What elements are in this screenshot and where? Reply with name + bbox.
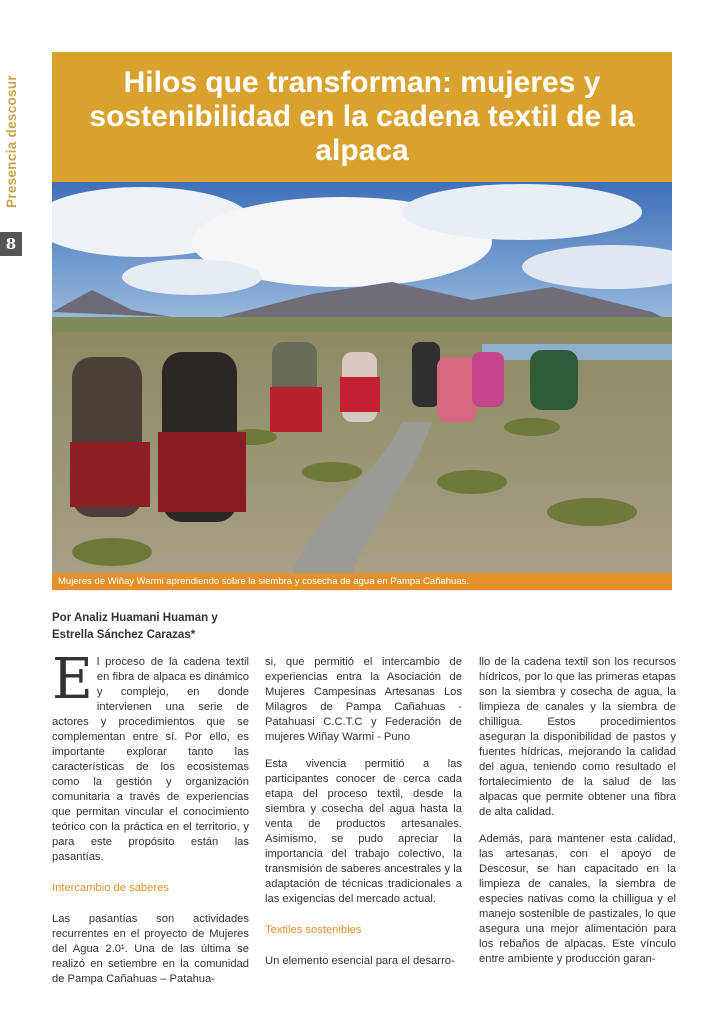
paragraph: Además, para mantener esta calidad, las artesanas, con el apoyo de Descosur, se han capacitado en la limpieza de canales, la siembra de especies nativas como la chilligua y el manejo sostenible de pastizales, lo que asegura una mejor alimentación para los rebaños de alpacas. Este vínculo entre ambiente y producción garan- xyxy=(479,833,676,965)
paragraph: Esta vivencia permitió a las participantes conocer de cerca cada etapa del proceso textil, desde la siembra y cosecha del agua hasta la venta de productos artesanales. Asimismo, se pudo apreciar la importancia del trabajo colectivo, la transmisión de saberes ancestrales y la adaptación de técnicas tradicionales a las exigencias del mercado actual. xyxy=(265,758,462,905)
byline-author-1: Por Analiz Huamani Huaman y xyxy=(52,612,218,624)
text-column-1 xyxy=(52,647,249,999)
drop-cap: E xyxy=(52,647,93,712)
paragraph-text: l proceso de la cadena textil en fibra de alpaca es dinámico y complejo, en donde intervienen una serie de actores y procedimientos que se complementan entre sí. Por ello, es importante explorar tanto las características de los ecosistemas como la gestión y organización comunitaria a través de experiencias que permitan vincular el conocimiento teórico con la práctica en el territorio, y para este propósito están las pasantías. xyxy=(52,656,249,863)
byline-author-2: Estrella Sánchez Carazas* xyxy=(52,629,196,641)
paragraph: llo de la cadena textil son los recursos hídricos, por lo que las primeras etapas son la siembra y cosecha de agua, la limpieza de canales y la siembra de chilligua. Estos procedimientos aseguran la disponibilidad de pastos y fuentes hídricas, mejorando la calidad del agua, teniendo como resultado el fortalecimiento de la salud de las alpacas que permite obtener una fibra de alta calidad. xyxy=(479,656,676,818)
page-number: 8 xyxy=(0,232,22,256)
landscape-photo xyxy=(52,182,672,573)
subheading: Textiles sostenibles xyxy=(265,924,362,936)
subheading: Intercambio de saberes xyxy=(52,882,169,894)
photo-caption: Mujeres de Wiñay Warmi aprendiendo sobre la siembra y cosecha de agua en Pampa Cañahuas. xyxy=(52,573,672,590)
article-title: Hilos que transforman: mujeres y sostenibilidad en la cadena textil de la alpaca xyxy=(89,66,635,167)
paragraph: Las pasantías son actividades recurrentes en el proyecto de Mujeres del Agua 2.0¹. Una de las última se realizó en setiembre en la comunidad de Pampa Cañahuas – Patahua- xyxy=(52,913,249,985)
paragraph xyxy=(52,647,249,865)
section-tab xyxy=(0,56,22,226)
text-column-3 xyxy=(479,655,676,979)
article-photo xyxy=(52,182,672,573)
title-banner xyxy=(52,52,672,182)
paragraph: si, que permitió el intercambio de experiencias entra la Asociación de Mujeres Campesinas Artesanas Los Milagros de Pampa Cañahuas - Patahuasi C.C.T.C y Federación de mujeres Wiñay Warmi - Puno xyxy=(265,656,462,743)
text-column-2 xyxy=(265,655,462,981)
section-label: Presencia descosur xyxy=(3,74,19,208)
paragraph: Un elemento esencial para el desarro- xyxy=(265,955,455,967)
byline xyxy=(52,610,252,644)
